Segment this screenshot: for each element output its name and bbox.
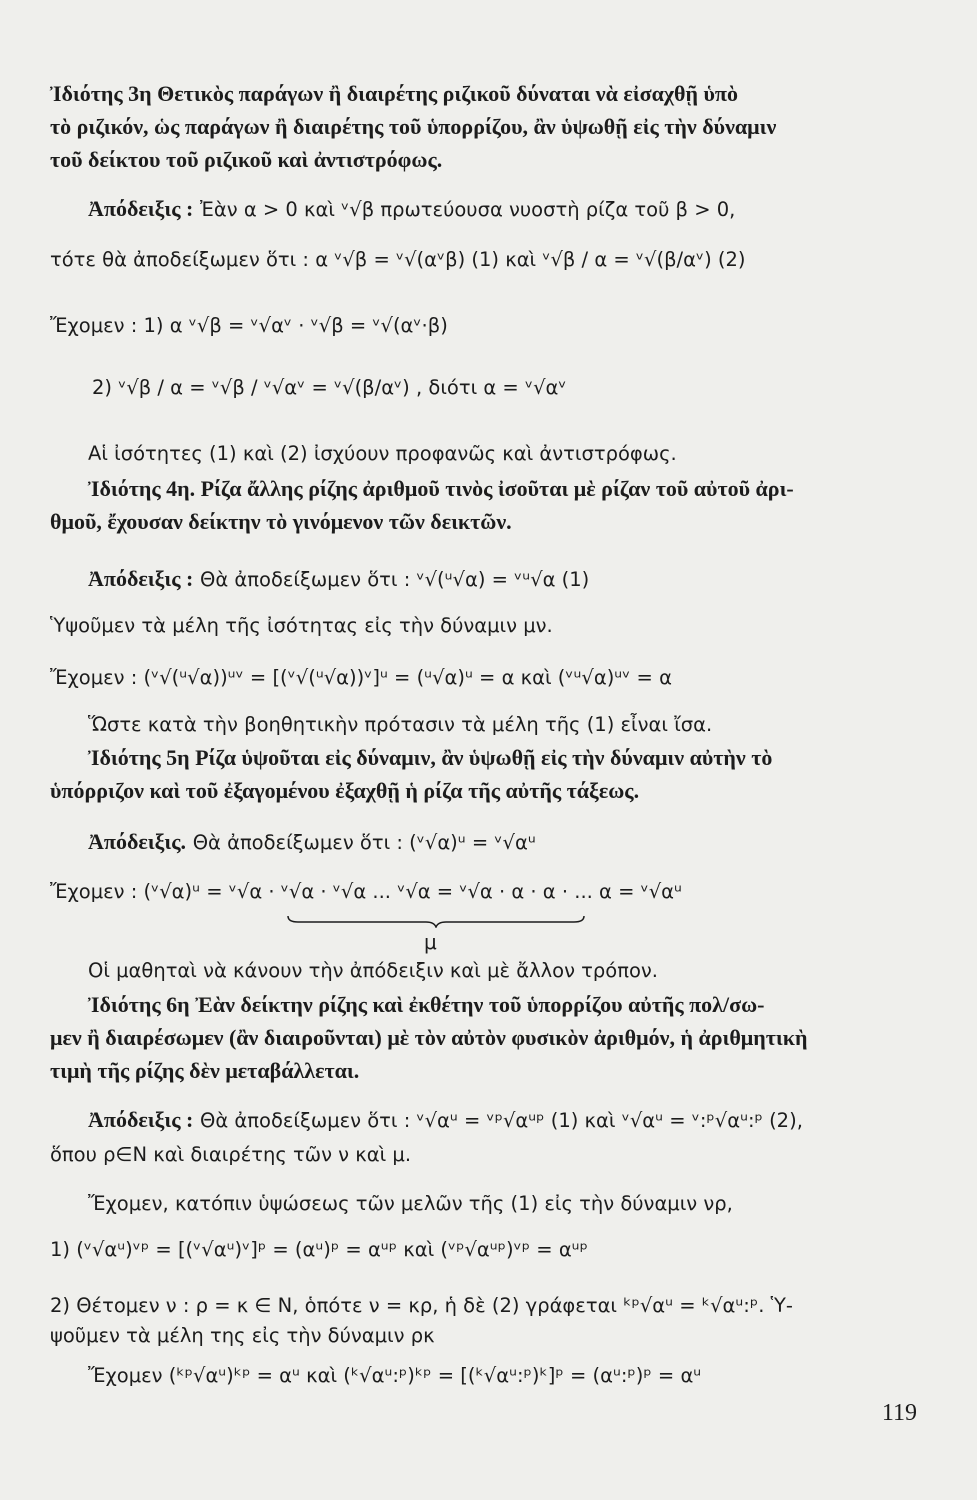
proof-4-line-3: Ἔχομεν : (ᵛ√(ᵘ√α))ᵘᵛ = [(ᵛ√(ᵘ√α))ᵛ]ᵘ = (ᵘ√α)ᵘ = α καὶ (ᵛᵘ√α)ᵘᵛ = α <box>50 666 672 689</box>
proof-4-line-2: Ὑψοῦμεν τὰ μέλη τῆς ἰσότητας εἰς τὴν δύναμιν μν. <box>50 614 553 637</box>
proof-6-line-2: ὅπου ρ∈N καὶ διαιρέτης τῶν ν καὶ μ. <box>50 1143 412 1166</box>
proof-3-line-1 <box>88 195 735 224</box>
proof-6-line-1 <box>88 1106 803 1135</box>
proof-label: Ἀπόδειξις : <box>88 566 194 591</box>
page-number: 119 <box>881 1400 917 1426</box>
property-3-line-3: τοῦ δείκτου τοῦ ριζικοῦ καὶ ἀντιστρόφως. <box>50 147 443 172</box>
proof-6-line-3: Ἔχομεν, κατόπιν ὑψώσεως τῶν μελῶν τῆς (1) εἰς τὴν δύναμιν νρ, <box>88 1192 733 1215</box>
proof-5-line-1 <box>88 828 536 857</box>
property-4-line-1: Ἰδιότης 4η. Ρίζα ἄλλης ρίζης ἀριθμοῦ τινὸς ἰσοῦται μὲ ρίζαν τοῦ αὐτοῦ ἀρι- <box>88 476 794 501</box>
property-6-line-1: Ἰδιότης 6η Ἐὰν δείκτην ρίζης καὶ ἐκθέτην τοῦ ὑπορρίζου αὐτῆς πολ/σω- <box>88 992 765 1017</box>
proof-3-line-5: Αἱ ἰσότητες (1) καὶ (2) ἰσχύουν προφανῶς καὶ ἀντιστρόφως. <box>88 442 677 465</box>
proof-6-line-5: 2) Θέτομεν ν : ρ = κ ∈ N, ὁπότε ν = κρ, ἡ δὲ (2) γράφεται ᵏᵖ√αᵘ = ᵏ√αᵘ:ᵖ. Ὑ- <box>50 1294 793 1317</box>
underbrace-icon <box>286 914 586 928</box>
proof-3-line-4: 2) ᵛ√β / α = ᵛ√β / ᵛ√αᵛ = ᵛ√(β/αᵛ) , διότι α = ᵛ√αᵛ <box>92 376 567 399</box>
proof-5-text-1: Θὰ ἀποδείξωμεν ὅτι : (ᵛ√α)ᵘ = ᵛ√αᵘ <box>192 831 536 854</box>
proof-6-line-6: ψοῦμεν τὰ μέλη της εἰς τὴν δύναμιν ρκ <box>50 1324 435 1347</box>
property-4-line-2: θμοῦ, ἔχουσαν δείκτην τὸ γινόμενον τῶν δεικτῶν. <box>50 509 512 534</box>
proof-label: Ἀπόδειξις : <box>88 196 194 221</box>
brace-count-label: μ <box>424 930 437 954</box>
property-3-line-1: Ἰδιότης 3η Θετικὸς παράγων ἢ διαιρέτης ριζικοῦ δύναται νὰ εἰσαχθῇ ὑπὸ <box>50 81 738 106</box>
proof-6-line-7: Ἔχομεν (ᵏᵖ√αᵘ)ᵏᵖ = αᵘ καὶ (ᵏ√αᵘ:ᵖ)ᵏᵖ = [(ᵏ√αᵘ:ᵖ)ᵏ]ᵖ = (αᵘ:ᵖ)ᵖ = αᵘ <box>88 1364 702 1387</box>
proof-3-text-1: Ἐὰν α > 0 καὶ ᵛ√β πρωτεύουσα νυοστὴ ρίζα τοῦ β > 0, <box>200 198 736 221</box>
property-5-line-1: Ἰδιότης 5η Ρίζα ὑψοῦται εἰς δύναμιν, ἂν ὑψωθῇ εἰς τὴν δύναμιν αὐτὴν τὸ <box>88 745 773 770</box>
proof-4-line-4: Ὥστε κατὰ τὴν βοηθητικὴν πρότασιν τὰ μέλη τῆς (1) εἶναι ἴσα. <box>88 713 713 736</box>
proof-label: Ἀπόδειξις. <box>88 829 186 854</box>
property-3-line-2: τὸ ριζικόν, ὡς παράγων ἢ διαιρέτης τοῦ ὑπορρίζου, ἂν ὑψωθῇ εἰς τὴν δύναμιν <box>50 114 777 139</box>
proof-label: Ἀπόδειξις : <box>88 1107 194 1132</box>
proof-6-text-1: Θὰ ἀποδείξωμεν ὅτι : ᵛ√αᵘ = ᵛᵖ√αᵘᵖ (1) καὶ ᵛ√αᵘ = ᵛ:ᵖ√αᵘ:ᵖ (2), <box>200 1109 803 1132</box>
property-6-line-3: τιμὴ τῆς ρίζης δὲν μεταβάλλεται. <box>50 1058 360 1083</box>
proof-6-line-4: 1) (ᵛ√αᵘ)ᵛᵖ = [(ᵛ√αᵘ)ᵛ]ᵖ = (αᵘ)ᵖ = αᵘᵖ καὶ (ᵛᵖ√αᵘᵖ)ᵛᵖ = αᵘᵖ <box>50 1238 588 1261</box>
proof-5-line-3: Οἱ μαθηταὶ νὰ κάνουν τὴν ἀπόδειξιν καὶ μὲ ἄλλον τρόπον. <box>88 959 658 982</box>
proof-4-text-1: Θὰ ἀποδείξωμεν ὅτι : ᵛ√(ᵘ√α) = ᵛᵘ√α (1) <box>200 568 590 591</box>
proof-3-line-3: Ἔχομεν : 1) α ᵛ√β = ᵛ√αᵛ · ᵛ√β = ᵛ√(αᵛ·β) <box>50 314 448 337</box>
proof-5-line-2: Ἔχομεν : (ᵛ√α)ᵘ = ᵛ√α · ᵛ√α · ᵛ√α ... ᵛ√α = ᵛ√α · α · α · ... α = ᵛ√αᵘ <box>50 880 682 903</box>
property-5-line-2: ὑπόρριζον καὶ τοῦ ἐξαγομένου ἐξαχθῇ ἡ ρίζα τῆς αὐτῆς τάξεως. <box>50 778 640 803</box>
property-6-line-2: μεν ἢ διαιρέσωμεν (ἂν διαιροῦνται) μὲ τὸν αὐτὸν φυσικὸν ἀριθμόν, ἡ ἀριθμητικὴ <box>50 1025 808 1050</box>
proof-4-line-1 <box>88 565 589 594</box>
proof-3-line-2: τότε θὰ ἀποδείξωμεν ὅτι : α ᵛ√β = ᵛ√(αᵛβ) (1) καὶ ᵛ√β / α = ᵛ√(β/αᵛ) (2) <box>50 248 746 271</box>
